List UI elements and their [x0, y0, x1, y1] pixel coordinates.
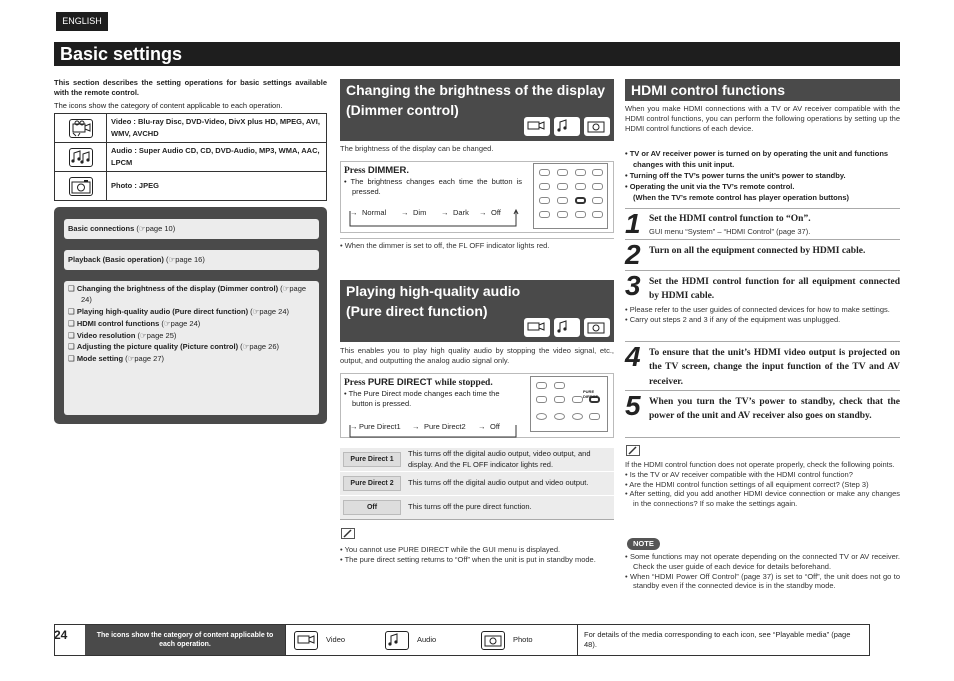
table-row: Pure Direct 1 This turns off the digital audio output, video output, and display. And the FL OFF indicator lights red.	[340, 448, 614, 472]
list-item[interactable]: ❑ Changing the brightness of the display (Dimmer control) (☞page 24)	[68, 284, 307, 304]
dimmer-bullet: • The brightness changes each time the button is pressed.	[344, 177, 522, 197]
pure-direct-notes: • You cannot use PURE DIRECT while the GUI menu is displayed. • The pure direct setting returns to “Off” when the unit is put in standby mode.	[340, 545, 596, 564]
video-icon	[294, 631, 318, 650]
remote-control-illustration	[533, 163, 608, 229]
audio-icon	[69, 148, 93, 167]
pure-title-line2: (Pure direct function)	[346, 303, 488, 319]
note-badge: NOTE	[627, 538, 660, 550]
pure-title-line1: Playing high-quality audio	[346, 283, 521, 299]
hdmi-bullets: • TV or AV receiver power is turned on by operating the unit and functions changes with this unit input. • Turning off the TV’s power turns the unit’s power to standby. • Operating the unit via the TV’s remote control. (When the TV’s remote control has player operation buttons)	[625, 149, 889, 202]
table-row: Pure Direct 2 This turns off the digital audio output and video output.	[340, 472, 614, 496]
hdmi-notes: • Some functions may not operate depending on the connected TV or AV receiver. Check the user guide of each device for details beforehand. • When “HDMI Power Off Control” (page 37) is set to “Off”, the unit does not go to standby even if the connected device is in the standby mode.	[625, 552, 900, 591]
remote-control-illustration: PURE DIRECT	[530, 376, 608, 432]
footer-legend	[54, 624, 870, 656]
list-item[interactable]: ❑ Mode setting (☞page 27)	[68, 354, 164, 364]
icon-desc-audio: Audio : Super Audio CD, CD, DVD-Audio, MP3, WMA, AAC, LPCM	[107, 143, 327, 172]
icon-row-video	[55, 114, 327, 143]
dimmer-title-line1: Changing the brightness of the display	[346, 82, 606, 98]
photo-icon	[584, 318, 610, 337]
pure-direct-press-box: Press PURE DIRECT while stopped. • The Pure Direct mode changes each time the button is pressed.	[340, 373, 614, 438]
intro-text: This section describes the setting operations for basic settings available with the remote control.	[54, 78, 327, 97]
list-item[interactable]: ❑ Video resolution (☞page 25)	[68, 330, 177, 340]
hdmi-tips: If the HDMI control function does not operate properly, check the following points. • Is the TV or AV receiver compatible with the HDMI control function? • Are the HDMI control function settings of all equipment correct? (Step 3) • After setting, did you add another HDMI device connection or make any changes in the connections? If so make the settings again.	[625, 460, 900, 508]
list-item[interactable]: ❑ Playing high-quality audio (Pure direct function) (☞page 24)	[68, 306, 290, 316]
list-item[interactable]: ❑ Adjusting the picture quality (Picture control) (☞page 26)	[68, 342, 280, 352]
step-2: 2 Turn on all the equipment connected by HDMI cable.	[625, 239, 900, 271]
tip-icon	[626, 445, 640, 458]
footer-video-label: Video	[326, 635, 346, 645]
pure-direct-mode-table	[340, 448, 614, 520]
category-icons	[520, 316, 610, 337]
tip-icon	[341, 528, 355, 541]
pure-direct-section-header	[340, 280, 614, 342]
language-tab: ENGLISH	[56, 12, 108, 31]
pure-direct-description: This enables you to play high quality audio by stopping the video signal, etc., output, and outputting the analog audio signal only.	[340, 346, 614, 365]
intro-note: The icons show the category of content applicable to each operation.	[54, 101, 283, 110]
video-icon	[69, 119, 93, 138]
nav-topic-list	[64, 281, 319, 415]
dimmer-press-box: Press DIMMER. • The brightness changes each time the button is pressed.	[340, 161, 614, 233]
step-3: 3 Set the HDMI control function for all equipment connected by HDMI cable. • Please refer to the user guides of connected devices for how to make settings. • Carry out steps 2 and 3 if any of the equipment was unplugged.	[625, 270, 900, 342]
page-number: 24	[54, 628, 68, 642]
icon-legend-table	[54, 113, 327, 201]
hdmi-intro: When you make HDMI connections with a TV or AV receiver compatible with the HDMI control functions, you can perform the following operations by setting up the HDMI control functions of each device.	[625, 104, 900, 133]
footer-photo-label: Photo	[513, 635, 533, 645]
hdmi-section-header: HDMI control functions	[625, 79, 900, 101]
pure-direct-bullet: • The Pure Direct mode changes each time the button is pressed.	[344, 389, 500, 409]
icon-desc-photo: Photo : JPEG	[107, 172, 327, 201]
list-item[interactable]: ❑ HDMI control functions (☞page 24)	[68, 318, 201, 328]
icon-row-audio	[55, 143, 327, 172]
step-1: 1 Set the HDMI control function to “On”. GUI menu “System” – “HDMI Control” (page 37).	[625, 208, 900, 240]
step-5: 5 When you turn the TV’s power to standby, check that the power of the unit and AV receiver also goes on standby.	[625, 390, 900, 438]
video-icon	[524, 318, 550, 337]
audio-icon	[554, 117, 580, 136]
dimmer-title-line2: (Dimmer control)	[346, 102, 459, 118]
nav-basic-connections[interactable]: Basic connections (☞page 10)	[64, 219, 319, 239]
icon-row-photo	[55, 172, 327, 201]
footer-details: For details of the media corresponding to each icon, see “Playable media” (page 48).	[577, 625, 869, 655]
photo-icon	[584, 117, 610, 136]
photo-icon	[69, 177, 93, 196]
photo-icon	[481, 631, 505, 650]
table-row: Off This turns off the pure direct function.	[340, 496, 614, 520]
audio-icon	[554, 318, 580, 337]
footer-audio-label: Audio	[417, 635, 437, 645]
footer-label: The icons show the category of content applicable to each operation.	[85, 625, 285, 655]
dimmer-note: • When the dimmer is set to off, the FL OFF indicator lights red.	[340, 238, 614, 251]
nav-playback[interactable]: Playback (Basic operation) (☞page 16)	[64, 250, 319, 270]
dimmer-description: The brightness of the display can be changed.	[340, 144, 494, 153]
page-title: Basic settings	[54, 42, 900, 66]
divider	[340, 519, 614, 520]
video-icon	[524, 117, 550, 136]
dimmer-section-header	[340, 79, 614, 141]
audio-icon	[385, 631, 409, 650]
icon-desc-video: Video : Blu-ray Disc, DVD-Video, DivX plus HD, MPEG, AVI, WMV, AVCHD	[107, 114, 327, 143]
category-icons	[520, 115, 610, 136]
step-4: 4 To ensure that the unit’s HDMI video output is projected on the TV screen, change the input function of the TV and AV receiver.	[625, 341, 900, 391]
